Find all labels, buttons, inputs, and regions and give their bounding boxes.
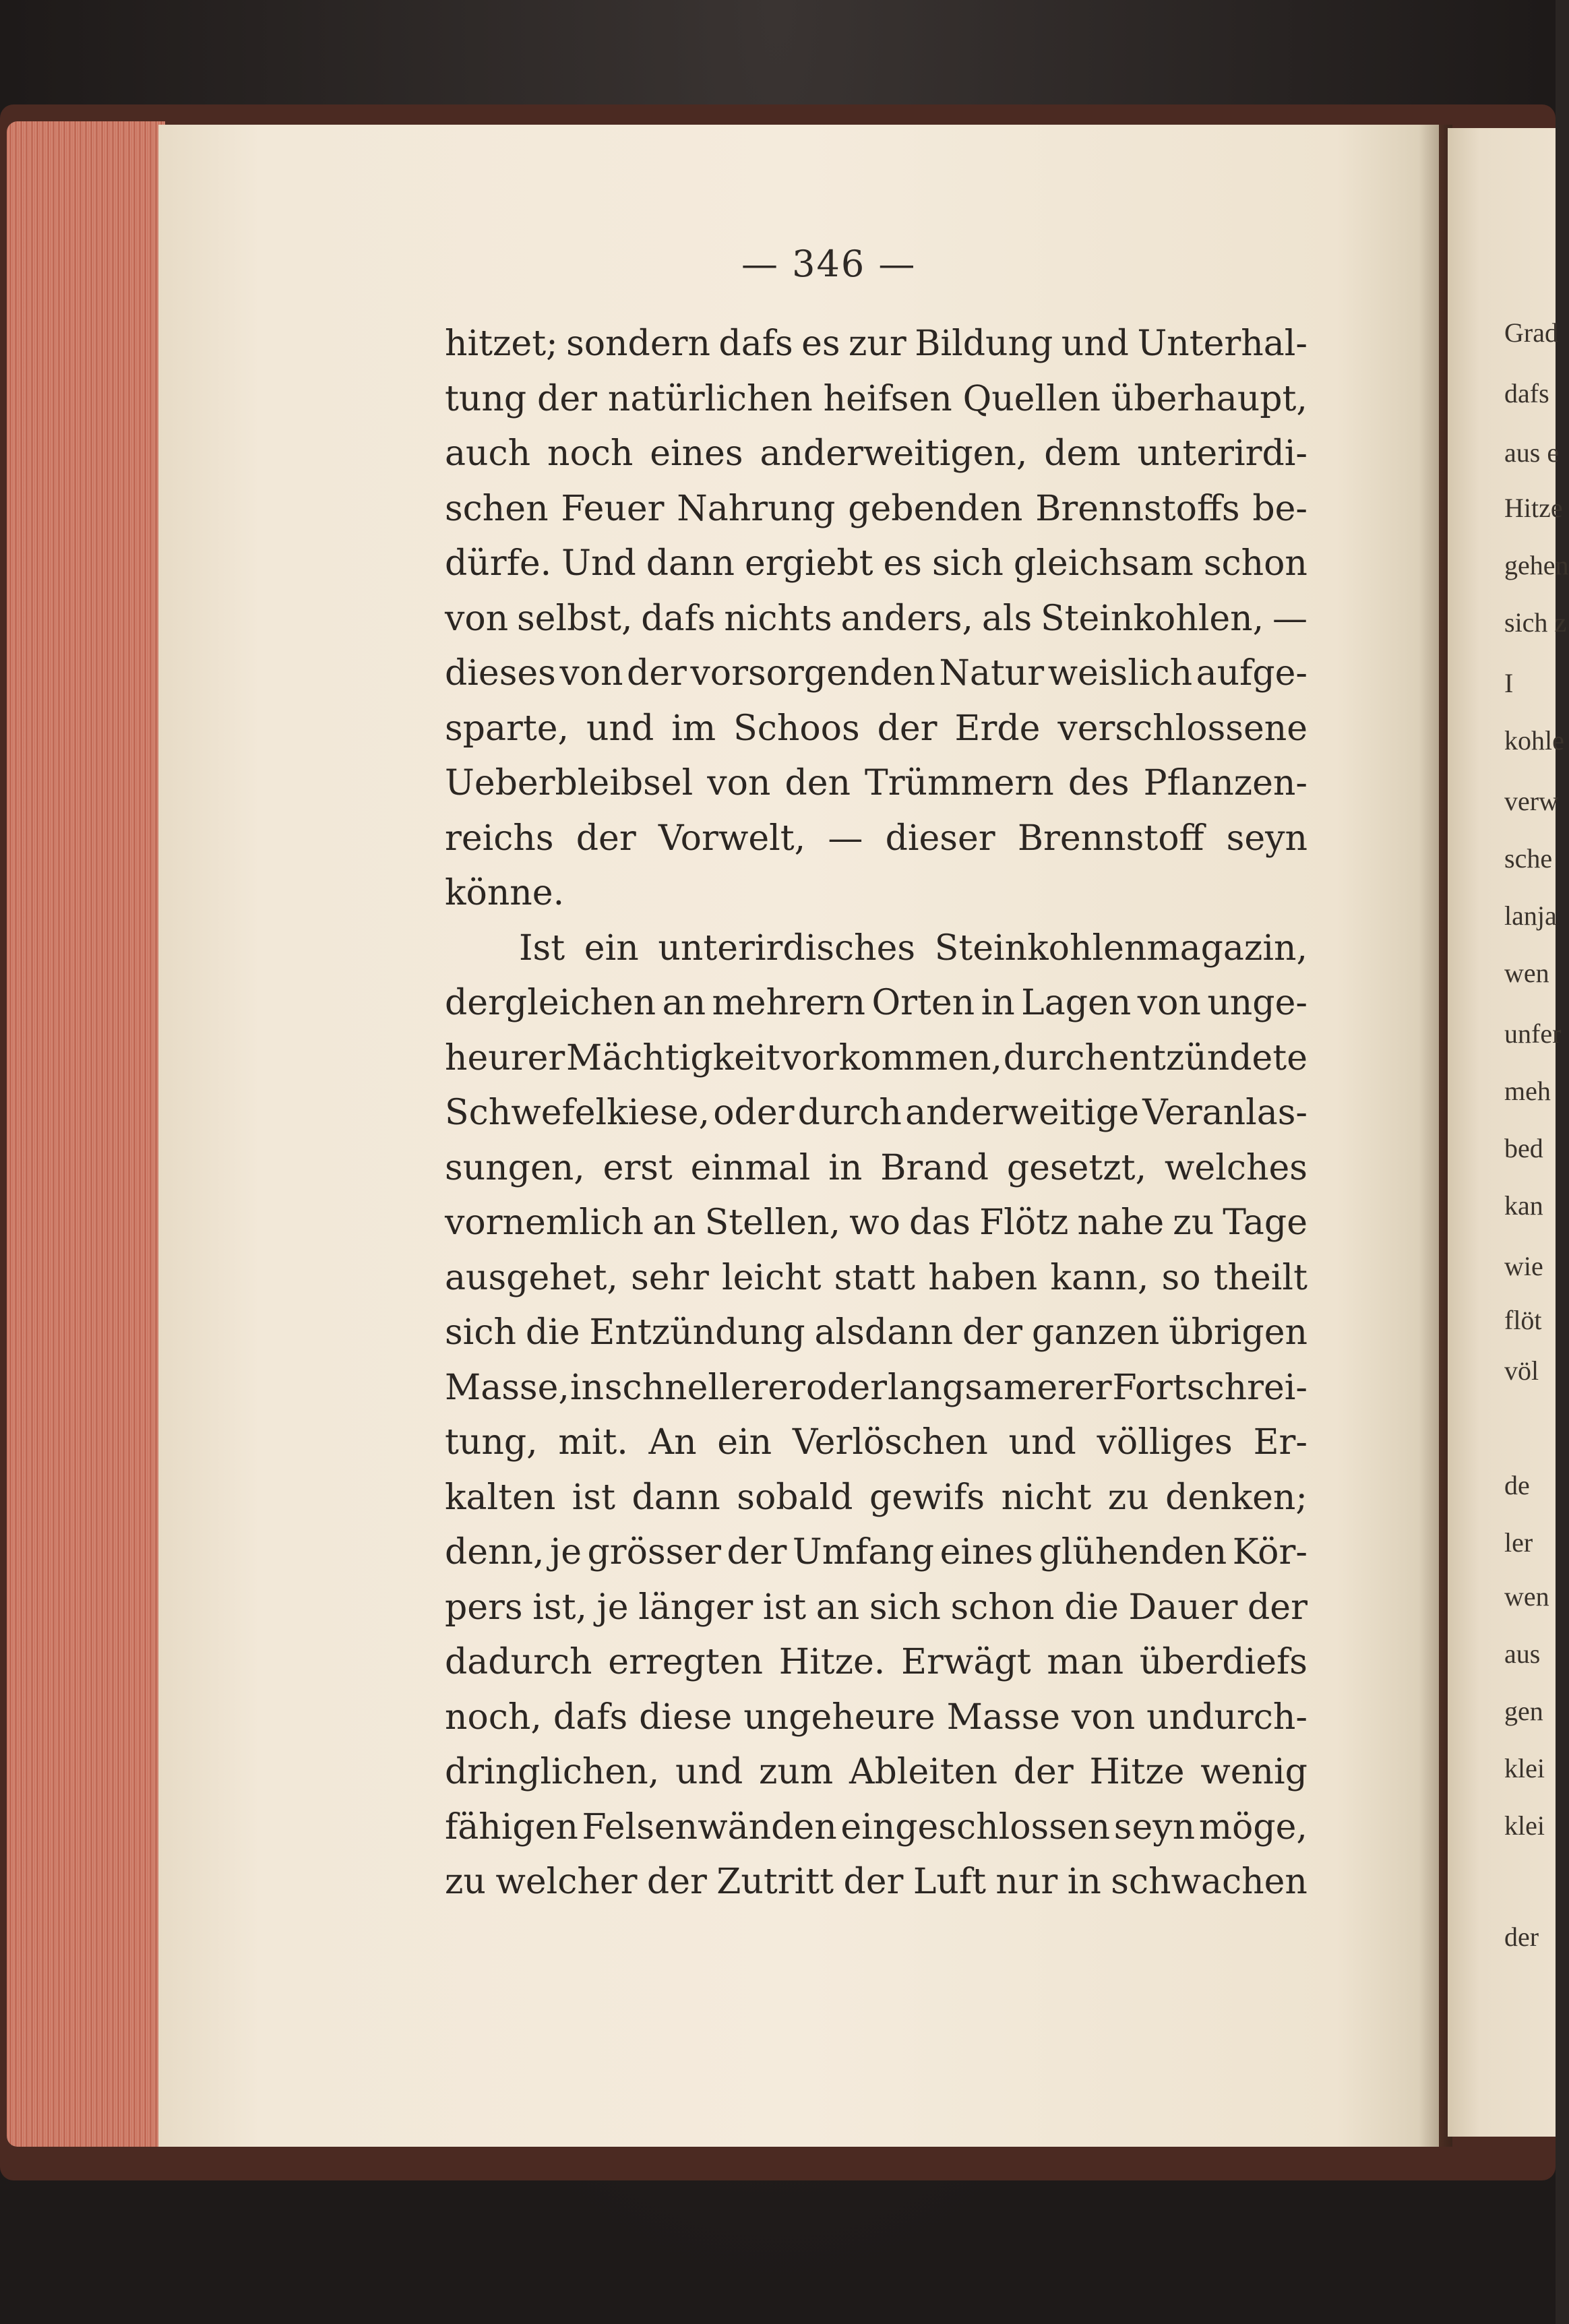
word: schon <box>950 1587 1055 1628</box>
word: Brennstoff <box>1017 818 1204 859</box>
text-line <box>445 976 1308 1031</box>
word: der <box>627 653 687 694</box>
word: Schwefelkiese, <box>445 1093 710 1133</box>
word: sungen, <box>445 1147 585 1188</box>
word: die <box>1064 1587 1119 1628</box>
word: tung, <box>445 1422 538 1463</box>
text-line <box>445 1031 1308 1087</box>
text-line <box>445 812 1308 867</box>
facing-page-fragment: kan <box>1504 1190 1543 1221</box>
word: der <box>537 378 597 419</box>
word: Hitze. <box>778 1642 886 1682</box>
word: oder <box>805 1367 888 1408</box>
word: sich <box>445 1312 516 1353</box>
page-number: — 346 — <box>741 243 917 285</box>
word: Erwägt <box>901 1642 1031 1682</box>
word: dafs <box>553 1696 628 1738</box>
word: an <box>662 983 706 1023</box>
word: Unterhal- <box>1137 324 1308 364</box>
text-line <box>445 372 1308 427</box>
word: welcher <box>495 1862 638 1902</box>
word: Hitze <box>1089 1752 1185 1792</box>
facing-page-fragment: flöt <box>1504 1305 1542 1335</box>
word: es <box>883 543 922 584</box>
word: pers <box>445 1587 523 1628</box>
word: Steinkohlen, <box>1040 598 1264 639</box>
word: dann <box>646 543 735 584</box>
word: anderweitige <box>905 1093 1139 1133</box>
word: natürlichen <box>607 378 813 419</box>
word: in <box>1067 1862 1101 1902</box>
word: gesetzt, <box>1006 1147 1147 1188</box>
word: ist <box>762 1587 807 1628</box>
facing-page-fragment: wie <box>1504 1251 1543 1281</box>
word: völliges <box>1097 1422 1233 1463</box>
word: übrigen <box>1169 1312 1308 1353</box>
text-line <box>445 1855 1308 1910</box>
word: undurch- <box>1146 1696 1308 1738</box>
word: ganzen <box>1031 1312 1160 1353</box>
word: Ueberbleibsel <box>445 763 694 803</box>
facing-page-fragment: sich z <box>1504 607 1567 638</box>
word: ungeheure <box>743 1696 935 1738</box>
word: dergleichen <box>445 983 656 1023</box>
word: sondern <box>566 324 710 364</box>
word: diese <box>639 1696 733 1738</box>
word: nicht <box>1001 1477 1092 1518</box>
word: schen <box>445 488 549 529</box>
word: dieser <box>885 818 995 859</box>
word: der <box>1013 1752 1074 1792</box>
text-line <box>445 1415 1308 1471</box>
word: Luft <box>913 1862 986 1902</box>
word: unge- <box>1207 983 1308 1023</box>
word: überhaupt, <box>1111 378 1308 419</box>
word: Fortschrei- <box>1112 1367 1308 1408</box>
word: und <box>586 708 654 749</box>
facing-page-fragment: gen <box>1504 1696 1543 1726</box>
word: anders, <box>840 598 974 639</box>
facing-page-fragment: meh <box>1504 1076 1551 1106</box>
word: an <box>816 1587 860 1628</box>
facing-page-fragment: aus <box>1504 1639 1541 1669</box>
word: Ableiten <box>849 1752 998 1792</box>
word: dem <box>1044 433 1121 474</box>
text-line <box>445 1251 1308 1306</box>
word: be- <box>1252 488 1308 529</box>
word: der <box>727 1532 787 1572</box>
word: Veranlas- <box>1142 1093 1308 1133</box>
facing-page-fragment: de <box>1504 1470 1530 1500</box>
text-line <box>445 1635 1308 1690</box>
text-line <box>445 537 1308 592</box>
word: schwachen <box>1111 1862 1308 1902</box>
word: Feuer <box>561 488 665 529</box>
word: Er- <box>1253 1422 1308 1463</box>
facing-page-fragment: sche <box>1504 843 1553 874</box>
facing-page-fragment: Hitze <box>1504 493 1563 523</box>
word: eines <box>940 1532 1033 1572</box>
word: Trümmern <box>865 763 1054 803</box>
word: das <box>909 1202 971 1243</box>
facing-page-fragment: wen <box>1504 958 1549 988</box>
word: verschlossene <box>1057 708 1308 749</box>
word: Masse <box>946 1696 1061 1738</box>
word: ergiebt <box>745 543 873 584</box>
word: dringlichen, <box>445 1752 660 1792</box>
word: weislich <box>1047 653 1193 694</box>
word: in <box>981 983 1015 1023</box>
word: Orten <box>871 983 975 1023</box>
text-line <box>445 1471 1308 1526</box>
word: gebenden <box>848 488 1023 529</box>
word: es <box>801 324 840 364</box>
word: heurer <box>445 1037 565 1078</box>
word: zur <box>849 324 906 364</box>
word: je <box>596 1587 629 1628</box>
word: sparte, <box>445 708 570 749</box>
word: oder <box>713 1093 795 1133</box>
word: mehrern <box>712 983 866 1023</box>
word: erregten <box>608 1642 764 1682</box>
word: man <box>1047 1642 1124 1682</box>
word: kalten <box>445 1477 556 1518</box>
word: als <box>981 598 1033 639</box>
text-line <box>445 482 1308 537</box>
facing-page-fragment: der <box>1504 1922 1539 1952</box>
word: — <box>828 818 863 859</box>
facing-page-fragment: unfer <box>1504 1018 1562 1049</box>
word: schnellerer <box>604 1367 805 1408</box>
facing-page-fragment: dafs <box>1504 378 1549 408</box>
text-line <box>445 756 1308 812</box>
word: auch <box>445 433 531 474</box>
word: vorsorgenden <box>690 653 935 694</box>
word: nichts <box>724 598 832 639</box>
word: noch, <box>445 1696 542 1738</box>
word: durch <box>1003 1037 1107 1078</box>
word: nur <box>995 1862 1058 1902</box>
text-line <box>445 921 1308 977</box>
text-line <box>445 427 1308 482</box>
word: vornemlich <box>445 1202 644 1243</box>
word: Mächtigkeit <box>565 1037 780 1078</box>
word: zu <box>1173 1202 1214 1243</box>
word: dieses <box>445 653 556 694</box>
text-line <box>445 1581 1308 1636</box>
word: entzündete <box>1108 1037 1308 1078</box>
word: wo <box>849 1202 900 1243</box>
word: von <box>707 763 771 803</box>
word: die <box>525 1312 580 1353</box>
word: Stellen, <box>704 1202 841 1243</box>
facing-page-fragment: wen <box>1504 1581 1549 1612</box>
word: mit. <box>558 1422 628 1463</box>
word: langsamerer <box>887 1367 1112 1408</box>
text-line <box>445 317 1308 372</box>
word: denn, <box>445 1532 545 1572</box>
word: Felsenwänden <box>582 1806 837 1847</box>
word: Quellen <box>962 378 1101 419</box>
word: von <box>1137 983 1201 1023</box>
word: Masse, <box>445 1367 570 1408</box>
word: länger <box>638 1587 753 1628</box>
word: hitzet; <box>445 324 558 364</box>
word: ausgehet, <box>445 1257 618 1298</box>
word: nahe <box>1077 1202 1165 1243</box>
word: Entzündung <box>589 1312 805 1353</box>
word: Schoos <box>733 708 860 749</box>
word: überdiefs <box>1139 1642 1308 1682</box>
word: haben <box>928 1257 1038 1298</box>
word: alsdann <box>814 1312 954 1353</box>
word: der <box>646 1862 707 1902</box>
word: kann, <box>1050 1257 1149 1298</box>
text-line <box>445 646 1308 702</box>
word: anderweitigen, <box>760 433 1028 474</box>
word: und <box>1008 1422 1076 1463</box>
text-line <box>445 1196 1308 1251</box>
facing-page-fragment: I <box>1504 668 1514 698</box>
word: heifsen <box>823 378 952 419</box>
word: ein <box>717 1422 772 1463</box>
word: unterirdi- <box>1137 433 1308 474</box>
facing-page-fragment: ler <box>1504 1527 1533 1558</box>
word: des <box>1068 763 1130 803</box>
word: in <box>570 1367 604 1408</box>
word: Brennstoffs <box>1035 488 1240 529</box>
text-line <box>445 1141 1308 1196</box>
word: grösser <box>587 1532 721 1572</box>
word: aufge- <box>1196 653 1308 694</box>
word: gleichsam <box>1013 543 1194 584</box>
word: Flötz <box>979 1202 1069 1243</box>
word: Natur <box>939 653 1045 694</box>
word: — <box>1272 598 1308 639</box>
word: Verlöschen <box>792 1422 988 1463</box>
word: seyn <box>1113 1806 1196 1847</box>
word: von <box>1072 1696 1136 1738</box>
word: sich <box>931 543 1004 584</box>
word: zu <box>1107 1477 1149 1518</box>
word: An <box>648 1422 697 1463</box>
facing-page-fragment: völ <box>1504 1355 1539 1386</box>
word: Pflanzen- <box>1143 763 1308 803</box>
word: zu <box>445 1862 486 1902</box>
word: dürfe. <box>445 543 552 584</box>
word: Ist <box>519 927 565 969</box>
word: der <box>1248 1587 1308 1628</box>
word: Vorwelt, <box>658 818 806 859</box>
word: reichs <box>445 818 554 859</box>
word: Bildung <box>915 324 1053 364</box>
text-line <box>445 1086 1308 1141</box>
word: Kör- <box>1232 1532 1308 1572</box>
word: Dauer <box>1128 1587 1238 1628</box>
text-line: könne. <box>445 873 565 913</box>
word: dann <box>632 1477 720 1518</box>
word: Nahrung <box>677 488 836 529</box>
word: ist, <box>532 1587 587 1628</box>
facing-page-fragment: klei <box>1504 1810 1545 1841</box>
facing-page-fragment: Grad <box>1504 317 1558 348</box>
word: unterirdisches <box>658 927 916 969</box>
main-text-block <box>445 317 1308 1910</box>
word: seyn <box>1226 818 1308 859</box>
word: selbst, <box>516 598 633 639</box>
facing-page-fragment: gehen <box>1504 550 1569 580</box>
word: Und <box>561 543 636 584</box>
word: noch <box>547 433 634 474</box>
word: Lagen <box>1021 983 1132 1023</box>
word: möge, <box>1198 1806 1308 1847</box>
word: denken; <box>1165 1477 1308 1518</box>
word: in <box>828 1147 863 1188</box>
word: wenig <box>1200 1752 1308 1792</box>
word: eines <box>650 433 743 474</box>
word: dadurch <box>445 1642 592 1682</box>
word: Erde <box>954 708 1041 749</box>
word: glühenden <box>1039 1532 1227 1572</box>
text-line <box>445 1306 1308 1361</box>
word: und <box>1061 324 1129 364</box>
text-line <box>445 1800 1308 1856</box>
word: welches <box>1164 1147 1308 1188</box>
word: vorkommen, <box>781 1037 1002 1078</box>
word: durch <box>797 1093 902 1133</box>
word: eingeschlossen <box>840 1806 1111 1847</box>
page-edges <box>7 121 165 2147</box>
word: der <box>843 1862 904 1902</box>
word: tung <box>445 378 527 419</box>
word: dafs <box>641 598 716 639</box>
word: schon <box>1203 543 1308 584</box>
word: den <box>784 763 851 803</box>
word: sehr <box>631 1257 709 1298</box>
word: von <box>559 653 623 694</box>
word: sobald <box>737 1477 853 1518</box>
word: statt <box>834 1257 916 1298</box>
word: im <box>671 708 716 749</box>
word: Zutritt <box>716 1862 834 1902</box>
text-line <box>445 592 1308 647</box>
facing-page-fragment: verw <box>1504 786 1558 816</box>
text-line <box>445 1745 1308 1800</box>
word: an <box>652 1202 696 1243</box>
word: theilt <box>1213 1257 1308 1298</box>
facing-page-fragment: lanja <box>1504 900 1557 931</box>
facing-page-fragment: klei <box>1504 1753 1545 1783</box>
word: zum <box>759 1752 834 1792</box>
text-line <box>445 1361 1308 1416</box>
word: leicht <box>722 1257 822 1298</box>
word: von <box>445 598 509 639</box>
text-line <box>445 1690 1308 1746</box>
facing-page-fragment: bed <box>1504 1133 1543 1163</box>
word: der <box>962 1312 1022 1353</box>
word: Tage <box>1223 1202 1308 1243</box>
facing-page-fragment: aus e <box>1504 437 1560 468</box>
word: ein <box>584 927 639 969</box>
word: einmal <box>690 1147 811 1188</box>
word: erst <box>603 1147 673 1188</box>
facing-page-fragment: kohle <box>1504 725 1564 756</box>
word: so <box>1161 1257 1201 1298</box>
word: gewifs <box>869 1477 985 1518</box>
word: der <box>576 818 636 859</box>
word: fähigen <box>445 1806 578 1847</box>
word: je <box>550 1532 582 1572</box>
text-line <box>445 702 1308 757</box>
word: sich <box>869 1587 941 1628</box>
word: Brand <box>880 1147 989 1188</box>
word: dafs <box>718 324 793 364</box>
text-line <box>445 1525 1308 1581</box>
word: Steinkohlenmagazin, <box>934 927 1308 969</box>
word: und <box>675 1752 743 1792</box>
word: der <box>877 708 937 749</box>
word: Umfang <box>792 1532 935 1572</box>
word: ist <box>572 1477 616 1518</box>
